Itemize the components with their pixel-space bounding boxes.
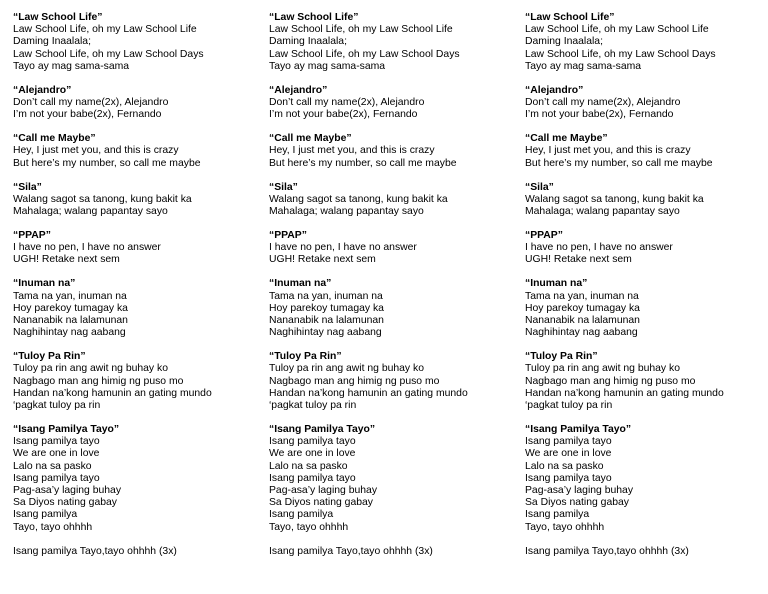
lyric-line: Isang pamilya tayo	[525, 472, 612, 484]
lyric-line: Isang pamilya tayo	[13, 436, 100, 448]
lyric-line: I have no pen, I have no answer	[269, 242, 417, 254]
lyric-line: Hoy parekoy tumagay ka	[269, 302, 384, 314]
lyric-line: Isang pamilya Tayo,tayo ohhhh (3x)	[269, 546, 433, 558]
song-block	[269, 85, 514, 122]
lyric-line: Tayo, tayo ohhhh	[13, 521, 93, 533]
lyric-line: Tama na yan, inuman na	[269, 290, 383, 302]
song-title: “Isang Pamilya Tayo”	[13, 424, 120, 436]
lyric-line: We are one in love	[13, 448, 100, 460]
song-block	[269, 230, 514, 267]
lyric-line: Pag-asa’y laging buhay	[269, 485, 378, 497]
lyric-line: Don’t call my name(2x), Alejandro	[269, 97, 425, 109]
lyric-line: Isang pamilya Tayo,tayo ohhhh (3x)	[13, 546, 177, 558]
lyric-line: Don’t call my name(2x), Alejandro	[525, 97, 681, 109]
lyric-line: Law School Life, oh my Law School Life	[525, 24, 709, 36]
stanza-gap	[269, 534, 514, 546]
song-block	[269, 133, 514, 170]
lyric-line: I’m not your babe(2x), Fernando	[525, 109, 674, 121]
lyric-line: Handan na’kong hamunin an gating mundo	[13, 387, 212, 399]
lyrics-column-2	[269, 12, 514, 558]
lyric-line: Law School Life, oh my Law School Days	[525, 48, 716, 60]
lyric-line: Hoy parekoy tumagay ka	[13, 302, 128, 314]
lyric-line: Tayo, tayo ohhhh	[269, 521, 349, 533]
lyric-line: Isang pamilya tayo	[269, 472, 356, 484]
song-block	[13, 424, 258, 558]
lyric-line: Mahalaga; walang papantay sayo	[269, 206, 424, 218]
lyric-line: I have no pen, I have no answer	[13, 242, 161, 254]
song-block	[269, 424, 514, 558]
lyric-line: Tama na yan, inuman na	[525, 290, 639, 302]
song-title: “Alejandro”	[525, 84, 584, 96]
lyric-line: Tuloy pa rin ang awit ng buhay ko	[269, 363, 424, 375]
lyric-line: Pag-asa’y laging buhay	[13, 485, 122, 497]
song-title: “Sila”	[269, 181, 298, 193]
song-title: “PPAP”	[525, 230, 563, 242]
stanza-gap	[13, 534, 258, 546]
song-title: “Law School Life”	[13, 12, 103, 23]
song-block	[525, 351, 768, 412]
lyric-line: Law School Life, oh my Law School Days	[13, 48, 204, 60]
song-block	[525, 133, 768, 170]
song-title: “Alejandro”	[269, 84, 328, 96]
lyric-line: Lalo na sa pasko	[13, 460, 92, 472]
lyric-line: I have no pen, I have no answer	[525, 242, 673, 254]
lyric-line: Daming Inaalala;	[13, 36, 91, 48]
song-block	[525, 85, 768, 122]
song-block	[525, 230, 768, 267]
lyric-line: Tama na yan, inuman na	[13, 290, 127, 302]
lyric-line: Sa Diyos nating gabay	[13, 497, 117, 509]
lyric-line: Handan na’kong hamunin an gating mundo	[525, 387, 724, 399]
lyric-line: Hey, I just met you, and this is crazy	[269, 145, 435, 157]
song-title: “Inuman na”	[269, 278, 332, 290]
lyric-line: UGH! Retake next sem	[13, 254, 120, 266]
lyric-line: We are one in love	[269, 448, 356, 460]
song-block	[13, 182, 258, 219]
song-title: “Sila”	[525, 181, 554, 193]
lyric-line: Nananabik na lalamunan	[525, 315, 640, 327]
lyric-line: ‘pagkat tuloy pa rin	[269, 400, 357, 412]
song-block	[525, 12, 768, 73]
song-block	[525, 424, 768, 558]
lyric-line: Nananabik na lalamunan	[13, 315, 128, 327]
song-title: “Call me Maybe”	[13, 133, 96, 145]
song-block	[13, 230, 258, 267]
lyric-line: Tayo ay mag sama-sama	[525, 60, 642, 72]
lyric-line: Law School Life, oh my Law School Life	[13, 24, 197, 36]
lyric-line: Hoy parekoy tumagay ka	[525, 302, 640, 314]
lyric-line: Tayo ay mag sama-sama	[13, 60, 130, 72]
lyric-line: We are one in love	[525, 448, 612, 460]
lyric-line: Isang pamilya tayo	[269, 436, 356, 448]
lyric-line: Naghihintay nag aabang	[269, 327, 382, 339]
lyric-line: Isang pamilya	[13, 509, 78, 521]
stanza-gap	[525, 534, 768, 546]
song-title: “Law School Life”	[269, 12, 359, 23]
lyric-line: Nagbago man ang himig ng puso mo	[525, 375, 696, 387]
lyric-line: Don’t call my name(2x), Alejandro	[13, 97, 169, 109]
lyric-line: Law School Life, oh my Law School Days	[269, 48, 460, 60]
lyric-line: Sa Diyos nating gabay	[269, 497, 373, 509]
lyric-line: ‘pagkat tuloy pa rin	[13, 400, 101, 412]
song-title: “Tuloy Pa Rin”	[525, 351, 598, 363]
lyric-line: Nananabik na lalamunan	[269, 315, 384, 327]
song-title: “Law School Life”	[525, 12, 615, 23]
song-title: “Call me Maybe”	[525, 133, 608, 145]
lyric-line: Tayo ay mag sama-sama	[269, 60, 386, 72]
song-title: “Call me Maybe”	[269, 133, 352, 145]
song-title: “Isang Pamilya Tayo”	[525, 424, 632, 436]
lyric-line: But here’s my number, so call me maybe	[269, 157, 457, 169]
lyric-line: Hey, I just met you, and this is crazy	[525, 145, 691, 157]
lyric-line: Sa Diyos nating gabay	[525, 497, 629, 509]
song-title: “Tuloy Pa Rin”	[13, 351, 86, 363]
lyric-line: Daming Inaalala;	[525, 36, 603, 48]
song-title: “PPAP”	[13, 230, 51, 242]
song-title: “Inuman na”	[13, 278, 76, 290]
song-title: “PPAP”	[269, 230, 307, 242]
lyric-line: Walang sagot sa tanong, kung bakit ka	[13, 193, 192, 205]
lyric-line: Isang pamilya	[525, 509, 590, 521]
song-block	[269, 278, 514, 339]
lyric-line: Nagbago man ang himig ng puso mo	[269, 375, 440, 387]
lyric-line: Tayo, tayo ohhhh	[525, 521, 605, 533]
lyric-line: Law School Life, oh my Law School Life	[269, 24, 453, 36]
song-title: “Isang Pamilya Tayo”	[269, 424, 376, 436]
lyrics-column-3	[525, 12, 768, 558]
lyric-line: Isang pamilya tayo	[13, 472, 100, 484]
lyric-line: Mahalaga; walang papantay sayo	[13, 206, 168, 218]
lyric-line: But here’s my number, so call me maybe	[13, 157, 201, 169]
lyric-line: Daming Inaalala;	[269, 36, 347, 48]
lyric-line: Tuloy pa rin ang awit ng buhay ko	[525, 363, 680, 375]
lyric-line: I’m not your babe(2x), Fernando	[13, 109, 162, 121]
lyric-line: Naghihintay nag aabang	[525, 327, 638, 339]
lyrics-column-1	[13, 12, 258, 558]
song-block	[13, 85, 258, 122]
lyric-line: Nagbago man ang himig ng puso mo	[13, 375, 184, 387]
song-block	[525, 182, 768, 219]
song-block	[269, 182, 514, 219]
song-block	[13, 12, 258, 73]
lyric-line: Isang pamilya tayo	[525, 436, 612, 448]
lyric-line: Handan na’kong hamunin an gating mundo	[269, 387, 468, 399]
song-block	[13, 278, 258, 339]
lyric-line: Pag-asa’y laging buhay	[525, 485, 634, 497]
lyric-line: UGH! Retake next sem	[525, 254, 632, 266]
lyric-line: Hey, I just met you, and this is crazy	[13, 145, 179, 157]
song-block	[13, 351, 258, 412]
lyric-line: Mahalaga; walang papantay sayo	[525, 206, 680, 218]
song-title: “Alejandro”	[13, 84, 72, 96]
lyric-line: Naghihintay nag aabang	[13, 327, 126, 339]
song-block	[525, 278, 768, 339]
song-title: “Sila”	[13, 181, 42, 193]
song-block	[269, 351, 514, 412]
lyric-line: Isang pamilya	[269, 509, 334, 521]
lyric-line: Lalo na sa pasko	[269, 460, 348, 472]
song-block	[269, 12, 514, 73]
lyric-line: But here’s my number, so call me maybe	[525, 157, 713, 169]
lyric-line: I’m not your babe(2x), Fernando	[269, 109, 418, 121]
song-title: “Tuloy Pa Rin”	[269, 351, 342, 363]
song-title: “Inuman na”	[525, 278, 588, 290]
lyric-line: Walang sagot sa tanong, kung bakit ka	[269, 193, 448, 205]
lyric-line: Isang pamilya Tayo,tayo ohhhh (3x)	[525, 546, 689, 558]
lyric-line: ‘pagkat tuloy pa rin	[525, 400, 613, 412]
lyric-line: Tuloy pa rin ang awit ng buhay ko	[13, 363, 168, 375]
lyric-line: Walang sagot sa tanong, kung bakit ka	[525, 193, 704, 205]
lyric-line: Lalo na sa pasko	[525, 460, 604, 472]
song-block	[13, 133, 258, 170]
lyric-line: UGH! Retake next sem	[269, 254, 376, 266]
